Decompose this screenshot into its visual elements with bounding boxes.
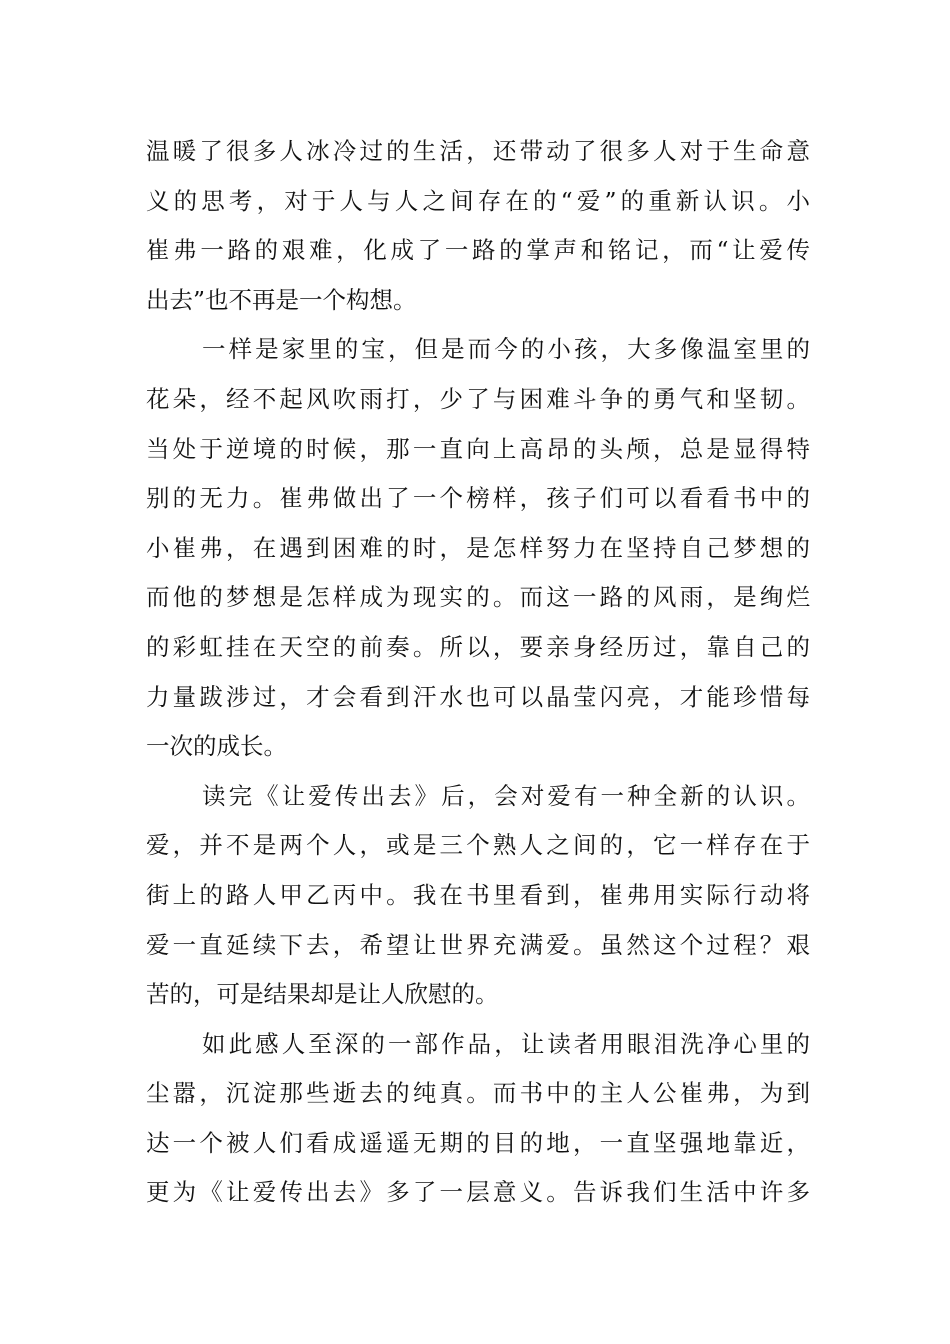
text-line: 街上的路人甲乙丙中。我在书里看到，崔弗用实际行动将 [146, 880, 810, 909]
text-line: 的彩虹挂在天空的前奏。所以，要亲身经历过，靠自己的 [146, 632, 810, 661]
paragraph-first-line: 一样是家里的宝，但是而今的小孩，大多像温室里的 [202, 335, 810, 364]
text-line: 苦的，可是结果却是让人欣慰的。 [146, 980, 499, 1009]
text-line: 小崔弗，在遇到困难的时，是怎样努力在坚持自己梦想的 [146, 533, 810, 562]
text-line: 一次的成长。 [146, 732, 287, 761]
text-line: 尘嚣，沉淀那些逝去的纯真。而书中的主人公崔弗，为到 [146, 1079, 810, 1108]
text-line: 达一个被人们看成遥遥无期的目的地，一直坚强地靠近， [146, 1128, 810, 1157]
text-line: 爱，并不是两个人，或是三个熟人之间的，它一样存在于 [146, 831, 810, 860]
text-line: 别的无力。崔弗做出了一个榜样，孩子们可以看看书中的 [146, 484, 810, 513]
text-line: 力量跋涉过，才会看到汗水也可以晶莹闪亮，才能珍惜每 [146, 682, 810, 711]
text-line: 崔弗一路的艰难，化成了一路的掌声和铭记，而“让爱传 [146, 236, 810, 265]
text-line: 更为《让爱传出去》多了一层意义。告诉我们生活中许多 [146, 1178, 810, 1207]
body-text [146, 127, 810, 1218]
paragraph-first-line: 如此感人至深的一部作品，让读者用眼泪洗净心里的 [202, 1029, 810, 1058]
paragraph-first-line: 读完《让爱传出去》后，会对爱有一种全新的认识。 [202, 781, 810, 810]
text-line: 义的思考，对于人与人之间存在的“爱”的重新认识。小 [146, 186, 810, 215]
text-line: 当处于逆境的时候，那一直向上高昂的头颅，总是显得特 [146, 434, 810, 463]
text-line: 出去”也不再是一个构想。 [146, 285, 417, 314]
text-line: 花朵，经不起风吹雨打，少了与困难斗争的勇气和坚韧。 [146, 384, 810, 413]
text-line: 而他的梦想是怎样成为现实的。而这一路的风雨，是绚烂 [146, 583, 810, 612]
text-line: 温暖了很多人冰冷过的生活，还带动了很多人对于生命意 [146, 137, 810, 165]
text-line: 爱一直延续下去，希望让世界充满爱。虽然这个过程？艰 [146, 930, 810, 959]
